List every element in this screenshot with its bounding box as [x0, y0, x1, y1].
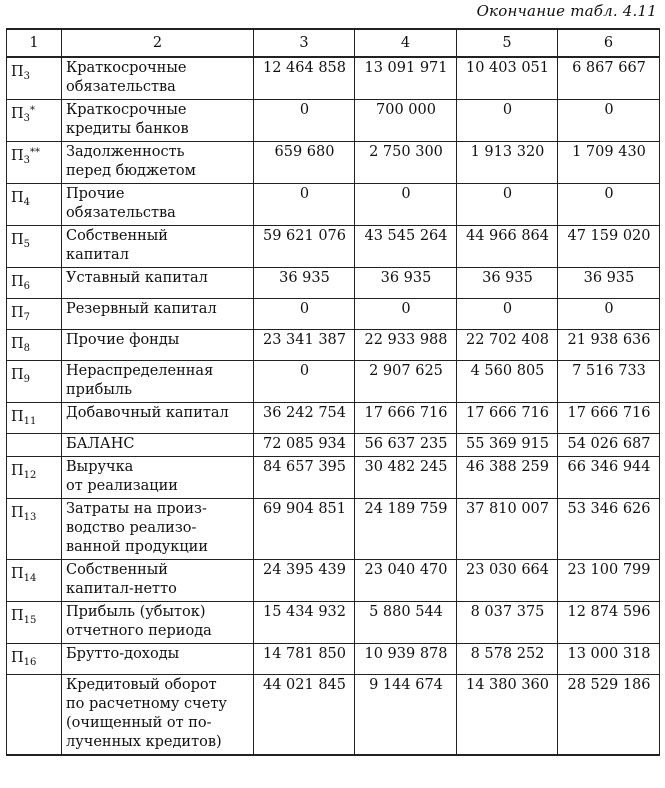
row-code-subscript: 6: [23, 281, 31, 292]
row-code: [7, 602, 62, 644]
row-value-col-5: 17 666 716: [457, 403, 558, 434]
table-row: [7, 142, 660, 184]
row-code-subscript: 11: [23, 416, 37, 427]
table-row: [7, 499, 660, 560]
row-value-col-6: 1 709 430: [558, 142, 660, 184]
row-label: Собственный капитал-нетто: [62, 560, 254, 602]
row-code-subscript: 12: [23, 470, 37, 481]
row-code: [7, 226, 62, 268]
row-value-col-3: 36 242 754: [254, 403, 355, 434]
row-code-letter: П: [11, 505, 24, 521]
header-col-5: 5: [457, 29, 558, 57]
table-row: [7, 644, 660, 675]
row-value-col-3: 0: [254, 361, 355, 403]
row-value-col-5: 46 388 259: [457, 457, 558, 499]
table-row: [7, 330, 660, 361]
row-value-col-6: 6 867 667: [558, 57, 660, 100]
row-value-col-6: 12 874 596: [558, 602, 660, 644]
row-code-letter: П: [11, 148, 24, 164]
row-label: Добавочный капитал: [62, 403, 254, 434]
row-value-col-3: 44 021 845: [254, 675, 355, 756]
row-value-col-6: 54 026 687: [558, 434, 660, 457]
table-row: [7, 299, 660, 330]
row-label: Нераспределенная прибыль: [62, 361, 254, 403]
table-row: [7, 434, 660, 457]
row-value-col-3: 15 434 932: [254, 602, 355, 644]
row-code-letter: П: [11, 106, 24, 122]
row-label: Прибыль (убыток) отчетного периода: [62, 602, 254, 644]
row-code-superscript: *: [30, 105, 36, 116]
row-value-col-5: 36 935: [457, 268, 558, 299]
row-value-col-3: 69 904 851: [254, 499, 355, 560]
row-value-col-5: 22 702 408: [457, 330, 558, 361]
row-code: [7, 142, 62, 184]
row-value-col-4: 30 482 245: [355, 457, 457, 499]
header-col-4: 4: [355, 29, 457, 57]
row-value-col-3: 84 657 395: [254, 457, 355, 499]
row-code-subscript: 3: [23, 71, 31, 82]
row-value-col-5: 8 578 252: [457, 644, 558, 675]
row-value-col-4: 23 040 470: [355, 560, 457, 602]
row-value-col-4: 36 935: [355, 268, 457, 299]
row-code-letter: П: [11, 463, 24, 479]
row-code: [7, 184, 62, 226]
row-value-col-3: 14 781 850: [254, 644, 355, 675]
row-value-col-6: 7 516 733: [558, 361, 660, 403]
row-code: [7, 434, 62, 457]
row-label: Выручка от реализации: [62, 457, 254, 499]
row-code-letter: П: [11, 608, 24, 624]
row-code: [7, 268, 62, 299]
row-code-letter: П: [11, 64, 24, 80]
row-label: Собственный капитал: [62, 226, 254, 268]
header-col-3: 3: [254, 29, 355, 57]
table-row: [7, 602, 660, 644]
header-col-2: 2: [62, 29, 254, 57]
row-code-subscript: 3: [23, 155, 31, 166]
row-code-letter: П: [11, 305, 24, 321]
row-code-letter: П: [11, 274, 24, 290]
row-label: Прочие фонды: [62, 330, 254, 361]
row-value-col-4: 2 907 625: [355, 361, 457, 403]
row-value-col-6: 28 529 186: [558, 675, 660, 756]
row-value-col-5: 8 037 375: [457, 602, 558, 644]
row-code-subscript: 3: [23, 113, 31, 124]
table-header: [7, 29, 660, 57]
header-col-6: 6: [558, 29, 660, 57]
row-value-col-5: 10 403 051: [457, 57, 558, 100]
table-row: [7, 675, 660, 756]
row-value-col-3: 0: [254, 299, 355, 330]
row-value-col-4: 17 666 716: [355, 403, 457, 434]
row-value-col-6: 0: [558, 299, 660, 330]
row-code-letter: П: [11, 367, 24, 383]
row-value-col-4: 10 939 878: [355, 644, 457, 675]
row-label: Резервный капитал: [62, 299, 254, 330]
row-code: [7, 644, 62, 675]
financial-table: [6, 28, 660, 756]
row-value-col-5: 0: [457, 184, 558, 226]
row-code: [7, 100, 62, 142]
row-code-subscript: 5: [23, 239, 31, 250]
row-value-col-5: 0: [457, 299, 558, 330]
table-row: [7, 268, 660, 299]
row-value-col-6: 36 935: [558, 268, 660, 299]
header-col-1: 1: [7, 29, 62, 57]
row-value-col-6: 17 666 716: [558, 403, 660, 434]
row-value-col-3: 659 680: [254, 142, 355, 184]
row-code-subscript: 8: [23, 343, 31, 354]
row-code-subscript: 9: [23, 374, 31, 385]
row-value-col-5: 1 913 320: [457, 142, 558, 184]
row-value-col-6: 0: [558, 100, 660, 142]
header-row: [7, 29, 660, 57]
row-label: Затраты на произ- водство реализо- ванной продукции: [62, 499, 254, 560]
row-value-col-5: 55 369 915: [457, 434, 558, 457]
row-value-col-5: 4 560 805: [457, 361, 558, 403]
row-code-letter: П: [11, 409, 24, 425]
row-value-col-4: 9 144 674: [355, 675, 457, 756]
row-label: БАЛАНС: [62, 434, 254, 457]
row-value-col-6: 13 000 318: [558, 644, 660, 675]
row-code: [7, 560, 62, 602]
row-code-letter: П: [11, 232, 24, 248]
row-value-col-6: 47 159 020: [558, 226, 660, 268]
row-code-letter: П: [11, 566, 24, 582]
row-value-col-5: 44 966 864: [457, 226, 558, 268]
table-body: [7, 57, 660, 755]
row-code-subscript: 16: [23, 657, 37, 668]
row-value-col-4: 5 880 544: [355, 602, 457, 644]
row-value-col-4: 13 091 971: [355, 57, 457, 100]
row-value-col-6: 0: [558, 184, 660, 226]
row-value-col-6: 53 346 626: [558, 499, 660, 560]
table-row: [7, 100, 660, 142]
row-code: [7, 457, 62, 499]
row-label: Краткосрочные кредиты банков: [62, 100, 254, 142]
row-label: Уставный капитал: [62, 268, 254, 299]
table-row: [7, 457, 660, 499]
row-value-col-3: 23 341 387: [254, 330, 355, 361]
row-code-subscript: 4: [23, 197, 31, 208]
row-label: Задолженность перед бюджетом: [62, 142, 254, 184]
row-code: [7, 499, 62, 560]
row-code-letter: П: [11, 336, 24, 352]
row-code: [7, 57, 62, 100]
row-value-col-5: 37 810 007: [457, 499, 558, 560]
table-caption: Окончание табл. 4.11: [476, 2, 657, 20]
row-value-col-3: 59 621 076: [254, 226, 355, 268]
row-code: [7, 299, 62, 330]
row-code: [7, 403, 62, 434]
table-row: [7, 560, 660, 602]
row-value-col-6: 66 346 944: [558, 457, 660, 499]
row-value-col-4: 2 750 300: [355, 142, 457, 184]
row-value-col-3: 0: [254, 100, 355, 142]
row-value-col-4: 24 189 759: [355, 499, 457, 560]
row-code: [7, 675, 62, 756]
row-value-col-4: 56 637 235: [355, 434, 457, 457]
row-value-col-4: 0: [355, 299, 457, 330]
row-label: Кредитовый оборот по расчетному счету (очищенный от по- лученных кредитов): [62, 675, 254, 756]
row-code-letter: П: [11, 650, 24, 666]
row-value-col-5: 0: [457, 100, 558, 142]
row-value-col-6: 23 100 799: [558, 560, 660, 602]
row-code: [7, 330, 62, 361]
row-value-col-4: 700 000: [355, 100, 457, 142]
row-value-col-6: 21 938 636: [558, 330, 660, 361]
row-label: Краткосрочные обязательства: [62, 57, 254, 100]
row-value-col-3: 12 464 858: [254, 57, 355, 100]
table-row: [7, 184, 660, 226]
table-row: [7, 403, 660, 434]
row-value-col-3: 0: [254, 184, 355, 226]
row-code-subscript: 15: [23, 615, 37, 626]
row-value-col-4: 0: [355, 184, 457, 226]
row-value-col-5: 23 030 664: [457, 560, 558, 602]
row-code-subscript: 13: [23, 512, 37, 523]
table-row: [7, 57, 660, 100]
row-code-subscript: 7: [23, 312, 31, 323]
row-code-superscript: **: [30, 147, 41, 158]
row-value-col-5: 14 380 360: [457, 675, 558, 756]
row-code: [7, 361, 62, 403]
row-value-col-3: 72 085 934: [254, 434, 355, 457]
row-value-col-4: 43 545 264: [355, 226, 457, 268]
row-code-letter: П: [11, 190, 24, 206]
table-row: [7, 226, 660, 268]
row-value-col-4: 22 933 988: [355, 330, 457, 361]
row-code-subscript: 14: [23, 573, 37, 584]
row-label: Прочие обязательства: [62, 184, 254, 226]
row-value-col-3: 36 935: [254, 268, 355, 299]
row-label: Брутто-доходы: [62, 644, 254, 675]
row-value-col-3: 24 395 439: [254, 560, 355, 602]
table-row: [7, 361, 660, 403]
